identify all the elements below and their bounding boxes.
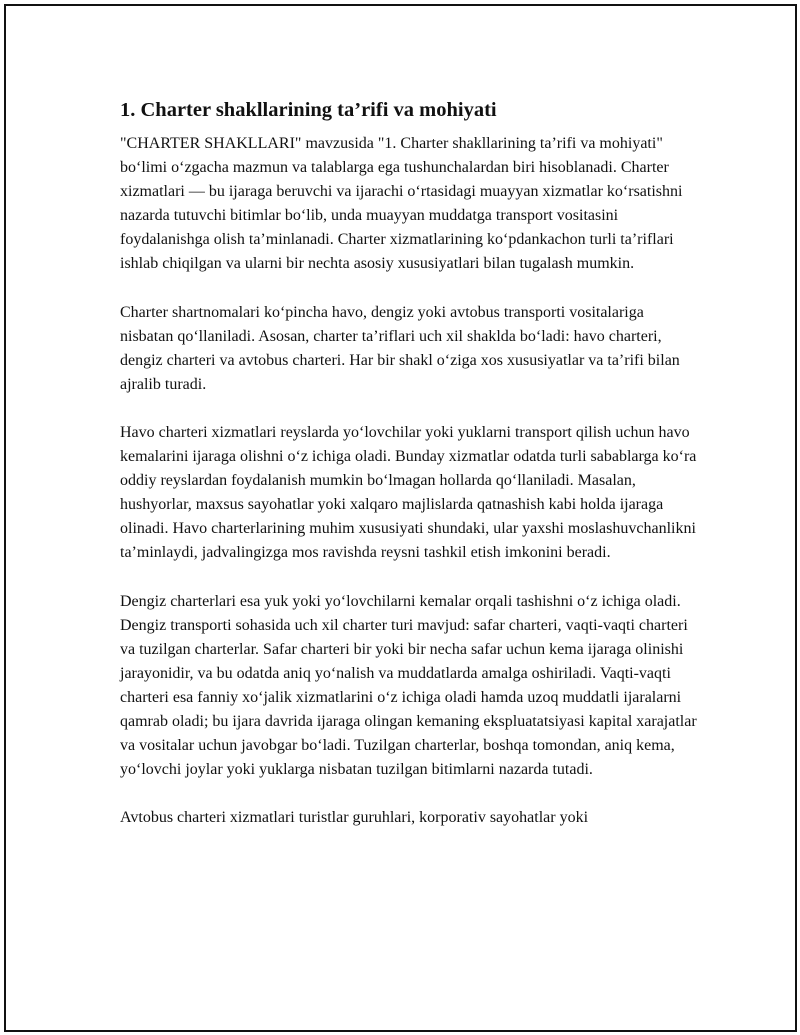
paragraph-charter-types: Charter shartnomalari ko‘pincha havo, dengiz yoki avtobus transporti vositalariga nisbatan qo‘llaniladi. Asosan, charter ta’riflari uch xil shaklda bo‘ladi: havo charteri, dengiz charteri va avtobus charteri. Har bir shakl o‘ziga xos xususiyatlar va ta’rifi bilan ajralib turadi. (120, 303, 680, 393)
paragraph-air-charter: Havo charteri xizmatlari reyslarda yo‘lovchilar yoki yuklarni transport qilish uchun havo kemalarini ijaraga olishni o‘z ichiga oladi. Bunday xizmatlar odatda turli sabablarga ko‘ra oddiy reyslardan foydalanish mumkin bo‘lmagan hollarda qo‘llaniladi. Masalan, hushyorlar, maxsus sayohatlar yoki xalqaro majlislarda qatnashish kabi holda ijaraga olinadi. Havo charterlarining muhim xususiyati shundaki, ular yaxshi moslashuvchanlikni ta’minlaydi, jadvalingizga mos ravishda reysni tashkil etish imkonini beradi. (120, 423, 697, 562)
section-heading: 1. Charter shakllarining ta’rifi va mohiyati (120, 99, 497, 121)
document-content (120, 96, 700, 854)
paragraph-bus-charter: Avtobus charteri xizmatlari turistlar guruhlari, korporativ sayohatlar yoki (120, 809, 589, 827)
paragraph-intro: "CHARTER SHAKLLARI" mavzusida "1. Charter shakllarining ta’rifi va mohiyati" bo‘limi o‘zgacha mazmun va talablarga ega tushunchalardan biri hisoblanadi. Charter xizmatlari — bu ijaraga beruvchi va ijarachi o‘rtasidagi muayyan xizmatlar ko‘rsatishni nazarda tutuvchi bitimlar bo‘lib, unda muayyan muddatga transport vositasini foydalanishga olish ta’minlanadi. Charter xizmatlarining ko‘pdankachon turli ta’riflari ishlab chiqilgan va ularni bir nechta asosiy xususiyatlari bilan tugalash mumkin. (120, 135, 683, 273)
paragraph-sea-charter: Dengiz charterlari esa yuk yoki yo‘lovchilarni kemalar orqali tashishni o‘z ichiga oladi. Dengiz transporti sohasida uch xil charter turi mavjud: safar charteri, vaqti-vaqti charteri va tuzilgan charterlar. Safar charteri bir yoki bir necha safar uchun kema ijaraga olinishi jarayonidir, va bu odatda aniq yo‘nalish va muddatlarda amalga oshiriladi. Vaqti-vaqti charteri esa fanniy xo‘jalik xizmatlarini o‘z ichiga oladi hamda uzoq muddatli ijaralarni qamrab oladi; bu ijara davrida ijaraga olingan kemaning ekspluatatsiyasi kapital xarajatlar va vositalar uchun javobgar bo‘ladi. Tuzilgan charterlar, boshqa tomondan, aniq kema, yo‘lovchi joylar yoki yuklarga nisbatan tuzilgan bitimlarni nazarda tutadi. (120, 592, 697, 779)
document-page (4, 4, 797, 1032)
